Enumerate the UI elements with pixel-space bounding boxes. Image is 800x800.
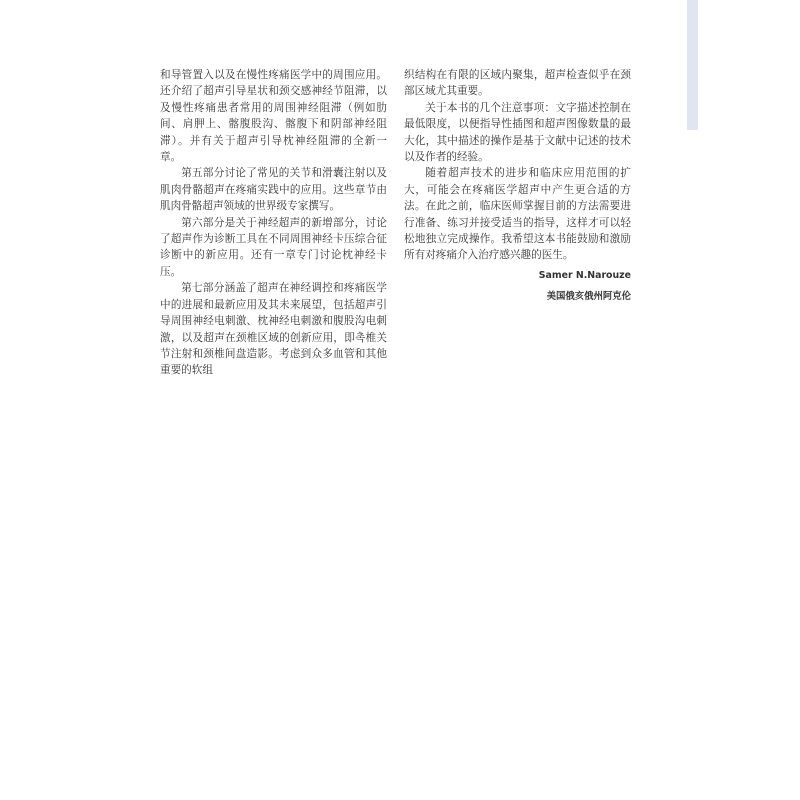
- paragraph: 第七部分涵盖了超声在神经调控和疼痛医学中的进展和最新应用及其未来展望，包括超声引导周围神经电刺激、枕神经电刺激和腹股沟电刺激，以及超声在颈椎区域的创新应用，即촉椎关节注射和颈椎间盘造影。考虑到众多血管和其他重要的软组: [160, 282, 387, 377]
- author-signature-location: 美国俄亥俄州阿克伦: [546, 291, 631, 302]
- paragraph: 和导管置入以及在慢性疼痛医学中的周围应用。还介绍了超声引导星状和颈交感神经节阻滞，以及慢性疼痛患者常用的周围神经阻滞（例如肋间、肩胛上、髂腹股沟、髂腹下和阴部神经阻滞）。并有关于超声引导枕神经阻滞的全新一章。: [160, 69, 387, 164]
- paragraph: 第六部分是关于神经超声的新增部分，讨论了超声作为诊断工具在不同周围神经卡压综合征诊断中的新应用。还有一章专门讨论枕神经卡压。: [160, 216, 387, 278]
- paragraph: 关于本书的几个注意事项：文字描述控制在最低限度，以便指导性插图和超声图像数量的最大化，其中描述的操作是基于文献中记述的技术以及作者的经验。: [404, 101, 631, 164]
- side-tab-marker: [687, 0, 698, 130]
- author-signature-name: Samer N.Narouze: [538, 270, 631, 281]
- paragraph: 第五部分讨论了常见的关节和滑囊注射以及肌肉骨骼超声在疼痛实践中的应用。这些章节由肌肉骨骼超声领域的世界级专家撰写。: [160, 167, 387, 213]
- paragraph: 随着超声技术的进步和临床应用范围的扩大，可能会在疼痛医学超声中产生更合适的方法。在此之前，临床医师掌握目前的方法需要进行准备、练习并接受适当的指导，这样才可以轻松地独立完成操作。我希望这本书能鼓励和激励所有对疼痛介入治疗感兴趣的医生。: [404, 167, 631, 262]
- right-text-column: [404, 67, 631, 264]
- paragraph: 织结构在有限的区域内聚集，超声检查似乎在颈部区域尤其重要。: [404, 69, 631, 98]
- left-text-column: [160, 67, 387, 379]
